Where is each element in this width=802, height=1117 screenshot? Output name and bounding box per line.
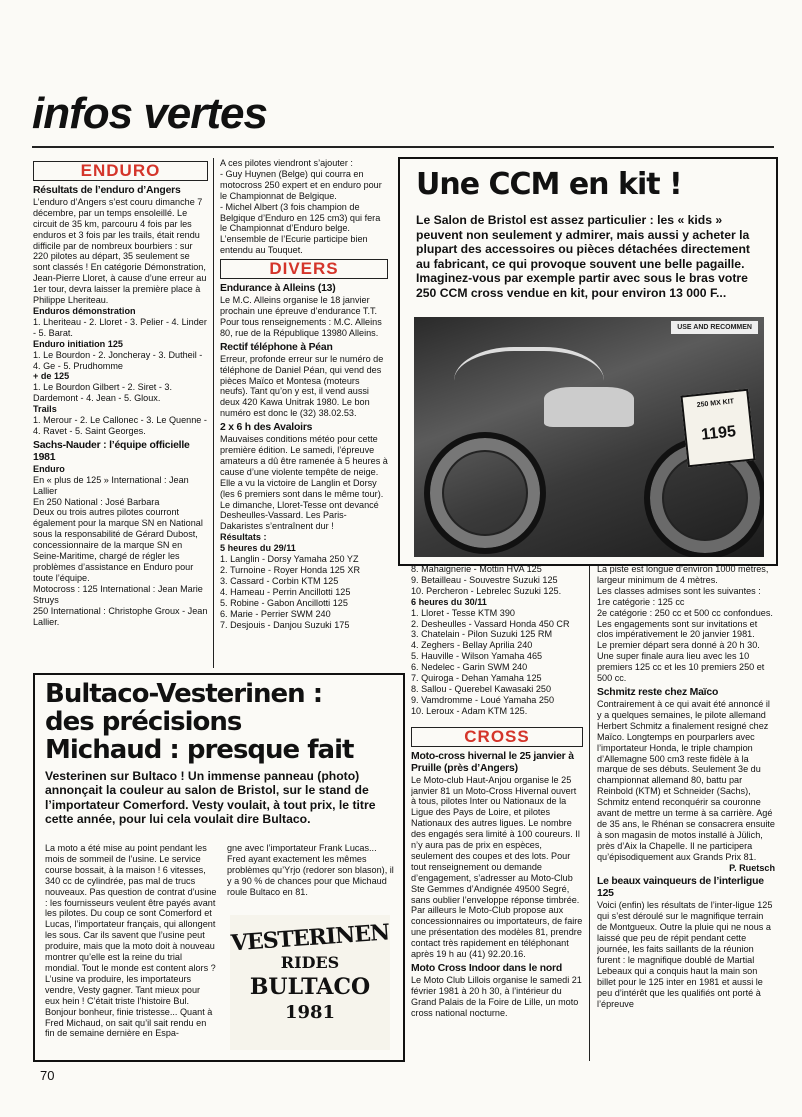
subheading: Enduro	[33, 463, 65, 474]
paragraph: - Michel Albert (3 fois champion de Belgique d’Enduro en 125 cm3) qui fera le Championnat d’Enduro belge.	[220, 201, 381, 234]
paragraph: 1. Lheriteau - 2. Lloret - 3. Pelier - 4. Linder - 5. Barat.	[33, 316, 207, 338]
cross-section-header: CROSS	[411, 727, 583, 747]
article-heading: Sachs-Nauder : l’équipe officielle 1981	[33, 439, 190, 463]
subheading: Enduro initiation 125	[33, 338, 123, 349]
paragraph: 5. Robine - Gabon Ancillotti 125	[220, 597, 348, 608]
divers-column	[220, 158, 388, 678]
signature: P. Ruetsch	[729, 862, 775, 873]
bultaco-headline-1: Bultaco-Vesterinen :	[45, 679, 323, 709]
paragraph: En « plus de 125 » International : Jean Lallier	[33, 474, 189, 496]
article-heading: Rectif téléphone à Péan	[220, 341, 333, 353]
bultaco-body-right: gne avec l’importateur Frank Lucas... Fred ayant exactement les mêmes problèmes qu’Yrjo (redorer son blason), il y a 90 % de chances pour que Michaud roule Bultaco en 81.	[227, 843, 394, 897]
paragraph: Mauvaises conditions météo pour cette première édition. Le samedi, l’épreuve amateurs a dû être ramenée à 5 heures à cause d’une violente tempête de neige. Elle a vu la victoire de Langlin et Dorsy (les 6 premiers sont dans le même tour). Le dimanche, Lloret-Tesse ont devancé Desheulles-Vassard. Les Paris-Dakaristes s’entraînent dur !	[220, 434, 388, 532]
vesterinen-banner	[230, 915, 390, 1050]
subheading: 6 heures du 30/11	[411, 596, 487, 607]
article-heading: Endurance à Alleins (13)	[220, 283, 336, 295]
ccm-headline: Une CCM en kit !	[416, 167, 682, 202]
paragraph: - Guy Huynen (Belge) qui courra en motocross 250 expert et en enduro pour le Championnat de Belgique.	[220, 168, 382, 201]
paragraph: 1. Lloret - Tesse KTM 390	[411, 607, 515, 618]
article-heading: Moto Cross Indoor dans le nord	[411, 963, 563, 974]
banner-line-1: VESTERINEN	[230, 919, 390, 957]
paragraph: A ces pilotes viendront s’ajouter :	[220, 158, 353, 168]
bultaco-headline-2: des précisions	[45, 707, 242, 737]
paragraph: Le Moto-club Haut-Anjou organise le 25 janvier 81 un Moto-Cross Hivernal ouvert à tous, pilotes Inter ou Nationaux de la Ligue des Pays de Loire, et pilotes Nationaux des autres ligues. Le nombre des engagés sera limité à 100 coureurs. Il n’y aura pas de prix en espèces, seulement des coupes et des lots. Pour tout renseignement ou demande d’engagement, s’adresser au Moto-Club Ste Gemmes d’Andignée 49500 Segré, sans oublier l’enveloppe réponse timbrée.	[411, 774, 580, 905]
paragraph: 6. Marie - Perrier SWM 240	[220, 608, 331, 619]
paragraph: Erreur, profonde erreur sur le numéro de téléphone de Daniel Péan, qui vend des pièces Maïco et Montesa (moteurs neufs). Tant qu’on y est, il vend aussi deux 420 Kawa Unitrak 1980. Le bon numéro est donc le (32) 38.02.53.	[220, 353, 384, 419]
bultaco-article-box	[33, 673, 405, 1062]
article-heading: Moto-cross hivernal le 25 janvier à Pruille (près d’Angers)	[411, 750, 574, 774]
paragraph: 8. Sallou - Querebel Kawasaki 250	[411, 683, 552, 694]
divers-text	[220, 283, 388, 630]
paragraph: 1. Langlin - Dorsy Yamaha 250 YZ	[220, 554, 359, 565]
cross-text	[411, 751, 583, 1019]
page-number: 70	[40, 1068, 55, 1083]
paragraph: Voici (enfin) les résultats de l’inter-ligue 125 qui s’est déroulé sur le magnifique terrain de Montgueux. Outre la pluie qui ne nous a laissé que peu de répit pendant cette journée, les faits saillants de la réunion furent : le magnifique doublé de Martial Lebeaux qui a conquis haut la main son billet pour le 125 inter en 1981 et aussi le peu d’intérêt que les qualifiés ont porté à l’épreuve	[597, 900, 773, 1009]
right-column	[597, 564, 775, 1064]
enduro-column	[33, 158, 208, 678]
enduro-text	[33, 185, 208, 628]
article-heading: Schmitz reste chez Maïco	[597, 686, 719, 698]
paragraph: 4. Hameau - Perrin Ancillotti 125	[220, 586, 351, 597]
paragraph: En 250 National : José Barbara	[33, 496, 160, 507]
results-text	[411, 564, 583, 717]
bultaco-body-left: La moto a été mise au point pendant les mois de sommeil de l’usine. Le service course bossait, à la maison ! 6 vitesses, 340 cc de cylindrée, pas mal de trucs nouveaux. Pas question de contrat d’usine : les fournisseurs veulent être payés avant les pilotes. Du coup ce sont Comerford et Lucas, l’importateur français, qui allongent les sous. Car ils savent que l’usine peut produire, mais que la moto doit à nouveau montrer qu’elle est la reine du trial mondial. Tout le monde est content alors ? L’usine va produire, les importateurs vendre, Vesty gagner. Tant mieux pour eux hein ! C’était triste l’histoire Bul. Bonjour bonheur, finie tristesse... Quant à Fred Michaud, on sait qu’il sait rendu en fin de semaine dernière en Espa-	[45, 843, 217, 1039]
subheading: 5 heures du 29/11	[220, 543, 296, 554]
paragraph: 2. Desheulles - Vassard Honda 450 CR	[411, 618, 570, 629]
banner-line-3: BULTACO	[249, 974, 371, 1000]
paragraph: La piste est longue d’environ 1000 mètres, largeur minimum de 4 mètres.	[597, 564, 769, 585]
paragraph: Motocross : 125 International : Jean Marie Struys	[33, 583, 203, 605]
subheading: Résultats :	[220, 532, 267, 543]
article-heading: Résultats de l’enduro d’Angers	[33, 184, 181, 196]
paragraph: Le premier départ sera donné à 20 h 30.	[597, 640, 760, 651]
photo-sign-price: 1195	[700, 423, 737, 444]
results-and-cross-column	[411, 564, 583, 1064]
subheading: Trails	[33, 404, 57, 415]
paragraph: 4. Zeghers - Bellay Aprilia 240	[411, 640, 533, 651]
paragraph: 250 International : Christophe Groux - Jean Lallier.	[33, 605, 208, 627]
paragraph: 1. Merour - 2. Le Callonec - 3. Le Quenne - 4. Ravet - 5. Saint Georges.	[33, 415, 207, 436]
page-title: infos vertes	[32, 89, 267, 138]
banner-line-2: RIDES	[280, 953, 340, 972]
paragraph: L’enduro d’Angers s’est couru dimanche 7 décembre, par un temps ensoleillé. Le circuit de 35 km, parcouru 4 fois par les enduros et 3 fois par les trails, était rendu difficile par de nombreux bourbiers : sur 220 pilotes au départ, 35 seulement se sont classés ! En catégorie Démonstration, Jean-Pierre Lloret, à cause d’une erreur au 1er tour, devra laisser la première place à Philippe Lheriteau.	[33, 196, 207, 306]
photo-tank	[544, 387, 634, 427]
paragraph: 3. Chatelain - Pilon Suzuki 125 RM	[411, 629, 553, 640]
photo-price-sign	[680, 389, 755, 468]
paragraph: Les engagements sont sur invitations et clos impérativement le 20 janvier 1981.	[597, 618, 758, 640]
paragraph: 1. Le Bourdon Gilbert - 2. Siret - 3. Dardemont - 4. Jean - 5. Gloux.	[33, 382, 172, 404]
ccm-lead: Le Salon de Bristol est assez particulier : les « kids » peuvent non seulement y admirer, mais aussi y acheter la plupart des accessoires ou pièces détachées directement au fabricant, ce qui provoque souvent une belle pagaille. Imaginez-vous par exemple partir avec sous le bras votre 250 CCM cross vendue en kit, pour environ 13 000 F...	[416, 213, 750, 300]
article-heading: 2 x 6 h des Avaloirs	[220, 422, 313, 434]
paragraph: 6. Nedelec - Garin SWM 240	[411, 662, 528, 673]
paragraph: 9. Vamdromme - Loué Yamaha 250	[411, 694, 555, 705]
ccm-article-box	[398, 157, 778, 566]
column-divider-1	[213, 158, 214, 668]
paragraph: Une super finale aura lieu avec les 10 premiers 125 cc et les 10 premiers 250 et 500 cc.	[597, 651, 765, 684]
paragraph: Contrairement à ce qui avait été annoncé il y a quelques semaines, le pilote allemand Herbert Schmitz a finalement resigné chez Maïco. Longtemps en pourparlers avec l’importateur Honda, le triple champion d’Allemagne 500 cm3 reste fidèle à la marque de ses débuts. Seulement 3e du championnat allemand 80, battu par Reinbold (KTM) et Schneider (Sachs), Schmitz entend reconquérir sa couronne avant de mettre un terme à sa carrière. Agé de 35 ans, le Rhénan se consacrera ensuite à son magasin de motos installé à Jülich, près d’Aix la Chapelle. Il ne participera qu’épisodiquement aux Grands Prix 81.	[597, 698, 775, 862]
paragraph: 9. Betailleau - Souvestre Suzuki 125	[411, 574, 558, 585]
photo-sign-kit: 250 MX KIT	[696, 398, 735, 410]
paragraph: 5. Hauville - Wilson Yamaha 465	[411, 651, 543, 662]
paragraph: 3. Cassard - Corbin KTM 125	[220, 575, 339, 586]
photo-wheel-left	[424, 432, 546, 554]
paragraph: 8. Mahaignerie - Mottin HVA 125	[411, 564, 542, 574]
bultaco-headline-3: Michaud : presque fait	[45, 735, 354, 765]
paragraph: 1re catégorie : 125 cc	[597, 596, 685, 607]
paragraph: Le Moto Club Lillois organise le samedi 21 février 1981 à 20 h 30, à l’intérieur du Grand Palais de la Foire de Lille, un moto cross national nocturne.	[411, 975, 582, 1018]
paragraph: 10. Percheron - Lebrelec Suzuki 125.	[411, 585, 562, 596]
paragraph: 1. Le Bourdon - 2. Joncheray - 3. Dutheil - 4. Ge - 5. Prudhomme	[33, 349, 203, 371]
paragraph: 10. Leroux - Adam KTM 125.	[411, 705, 528, 716]
paragraph: 7. Quiroga - Dehan Yamaha 125	[411, 673, 542, 684]
divers-intro	[220, 158, 388, 256]
enduro-section-header: ENDURO	[33, 161, 208, 181]
photo-sign-top: USE AND RECOMMEN	[671, 321, 758, 334]
paragraph: L’ensemble de l’Ecurie participe bien entendu au Touquet.	[220, 234, 368, 256]
paragraph: 7. Desjouis - Danjou Suzuki 175	[220, 619, 350, 630]
paragraph: 2. Turnoine - Royer Honda 125 XR	[220, 565, 361, 575]
paragraph: 2e catégorie : 250 cc et 500 cc confondues.	[597, 607, 773, 618]
column-divider-2	[589, 566, 590, 1061]
banner-line-4: 1981	[284, 1002, 336, 1023]
paragraph: Le M.C. Alleins organise le 18 janvier prochain une épreuve d’endurance T.T. Pour tous renseignements : M.C. Alleins 80, rue de la République 13980 Alleins.	[220, 295, 382, 338]
subheading: + de 125	[33, 371, 70, 382]
paragraph: Les classes admises sont les suivantes :	[597, 585, 761, 596]
divers-section-header: DIVERS	[220, 259, 388, 279]
subheading: Enduros démonstration	[33, 305, 136, 316]
paragraph: Par ailleurs le Moto-Club propose aux concessionnaires ou importateurs, de faire une présentation des modèles 81, prendre contact très rapidement en téléphonant après 19 h au (41) 92.20.16.	[411, 905, 583, 960]
title-rule	[32, 146, 774, 148]
article-heading: Le beaux vainqueurs de l’interligue 125	[597, 876, 764, 900]
paragraph: Deux ou trois autres pilotes courront également pour la marque SN en National sous la responsabilité de Gérard Dubost, concessionnaire de la marque SN en Seine-Maritime, chargé de régler les problèmes d’assistance en Enduro pour toute l’équipe.	[33, 507, 203, 583]
bultaco-lead: Vesterinen sur Bultaco ! Un immense panneau (photo) annonçait la couleur au salon de Bristol, sur le stand de l’importateur Comerford. Vesty voulait, à tout prix, le titre cette année, pour lui cela voulait dire Bultaco.	[45, 769, 376, 826]
ccm-photo	[414, 317, 764, 557]
right-text	[597, 564, 775, 1010]
